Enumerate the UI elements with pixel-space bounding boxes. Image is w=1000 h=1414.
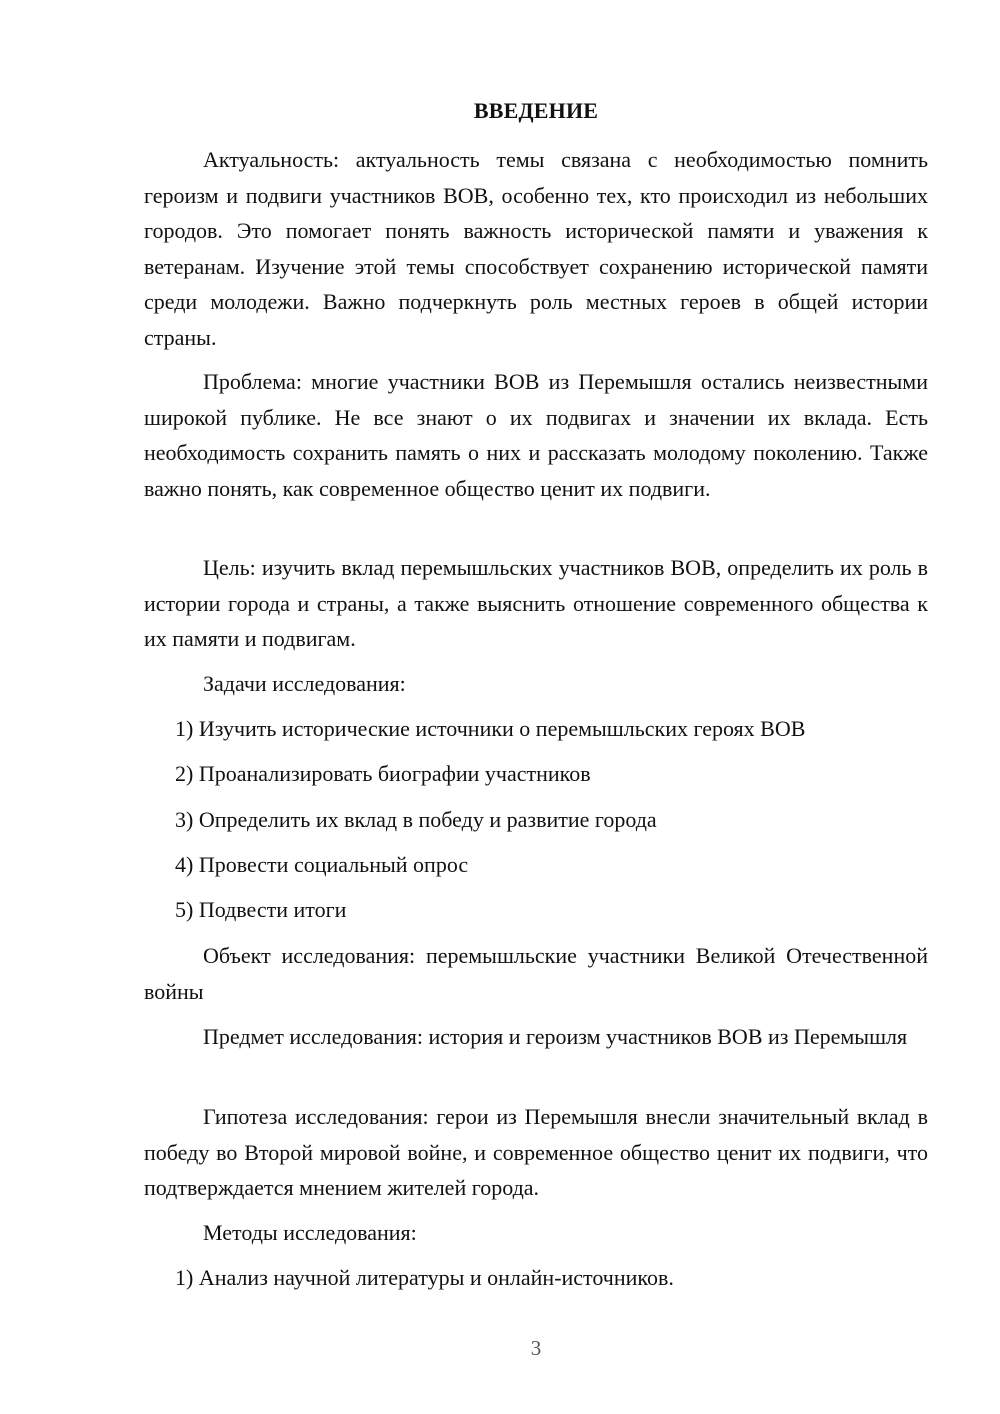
- list-item: 5) Подвести итоги: [175, 897, 347, 922]
- object-paragraph: Объект исследования: перемышльские участники Великой Отечественной войны: [144, 943, 928, 1004]
- list-item: 3) Определить их вклад в победу и развитие города: [175, 807, 657, 832]
- problem-paragraph: Проблема: многие участники ВОВ из Перемышля остались неизвестными широкой публике. Не все знают о их подвигах и значении их вклада. Есть необходимость сохранить память о них и рассказать молодому поколению. Также важно понять, как современное общество ценит их подвиги.: [144, 369, 928, 501]
- document-page: [144, 0, 928, 1414]
- list-item: 1) Изучить исторические источники о перемышльских героях ВОВ: [175, 716, 806, 741]
- goal-paragraph: Цель: изучить вклад перемышльских участников ВОВ, определить их роль в истории города и страны, а также выяснить отношение современного общества к их памяти и подвигам.: [144, 555, 928, 651]
- list-item: 4) Провести социальный опрос: [175, 852, 469, 877]
- page-number: 3: [530, 1336, 542, 1360]
- list-item: 1) Анализ научной литературы и онлайн-источников.: [175, 1265, 674, 1290]
- list-item: 2) Проанализировать биографии участников: [175, 761, 591, 786]
- relevance-paragraph: Актуальность: актуальность темы связана с необходимостью помнить героизм и подвиги участников ВОВ, особенно тех, кто происходил из небольших городов. Это помогает понять важность исторической памяти и уважения к ветеранам. Изучение этой темы способствует сохранению исторической памяти среди молодежи. Важно подчеркнуть роль местных героев в общей истории страны.: [144, 147, 928, 350]
- subject-paragraph: Предмет исследования: история и героизм участников ВОВ из Перемышля: [203, 1024, 908, 1049]
- tasks-heading: Задачи исследования:: [203, 671, 406, 696]
- hypothesis-paragraph: Гипотеза исследования: герои из Перемышля внесли значительный вклад в победу во Второй мировой войне, и современное общество ценит их подвиги, что подтверждается мнением жителей города.: [144, 1104, 928, 1200]
- methods-heading: Методы исследования:: [203, 1220, 417, 1245]
- page-title: ВВЕДЕНИЕ: [473, 98, 599, 123]
